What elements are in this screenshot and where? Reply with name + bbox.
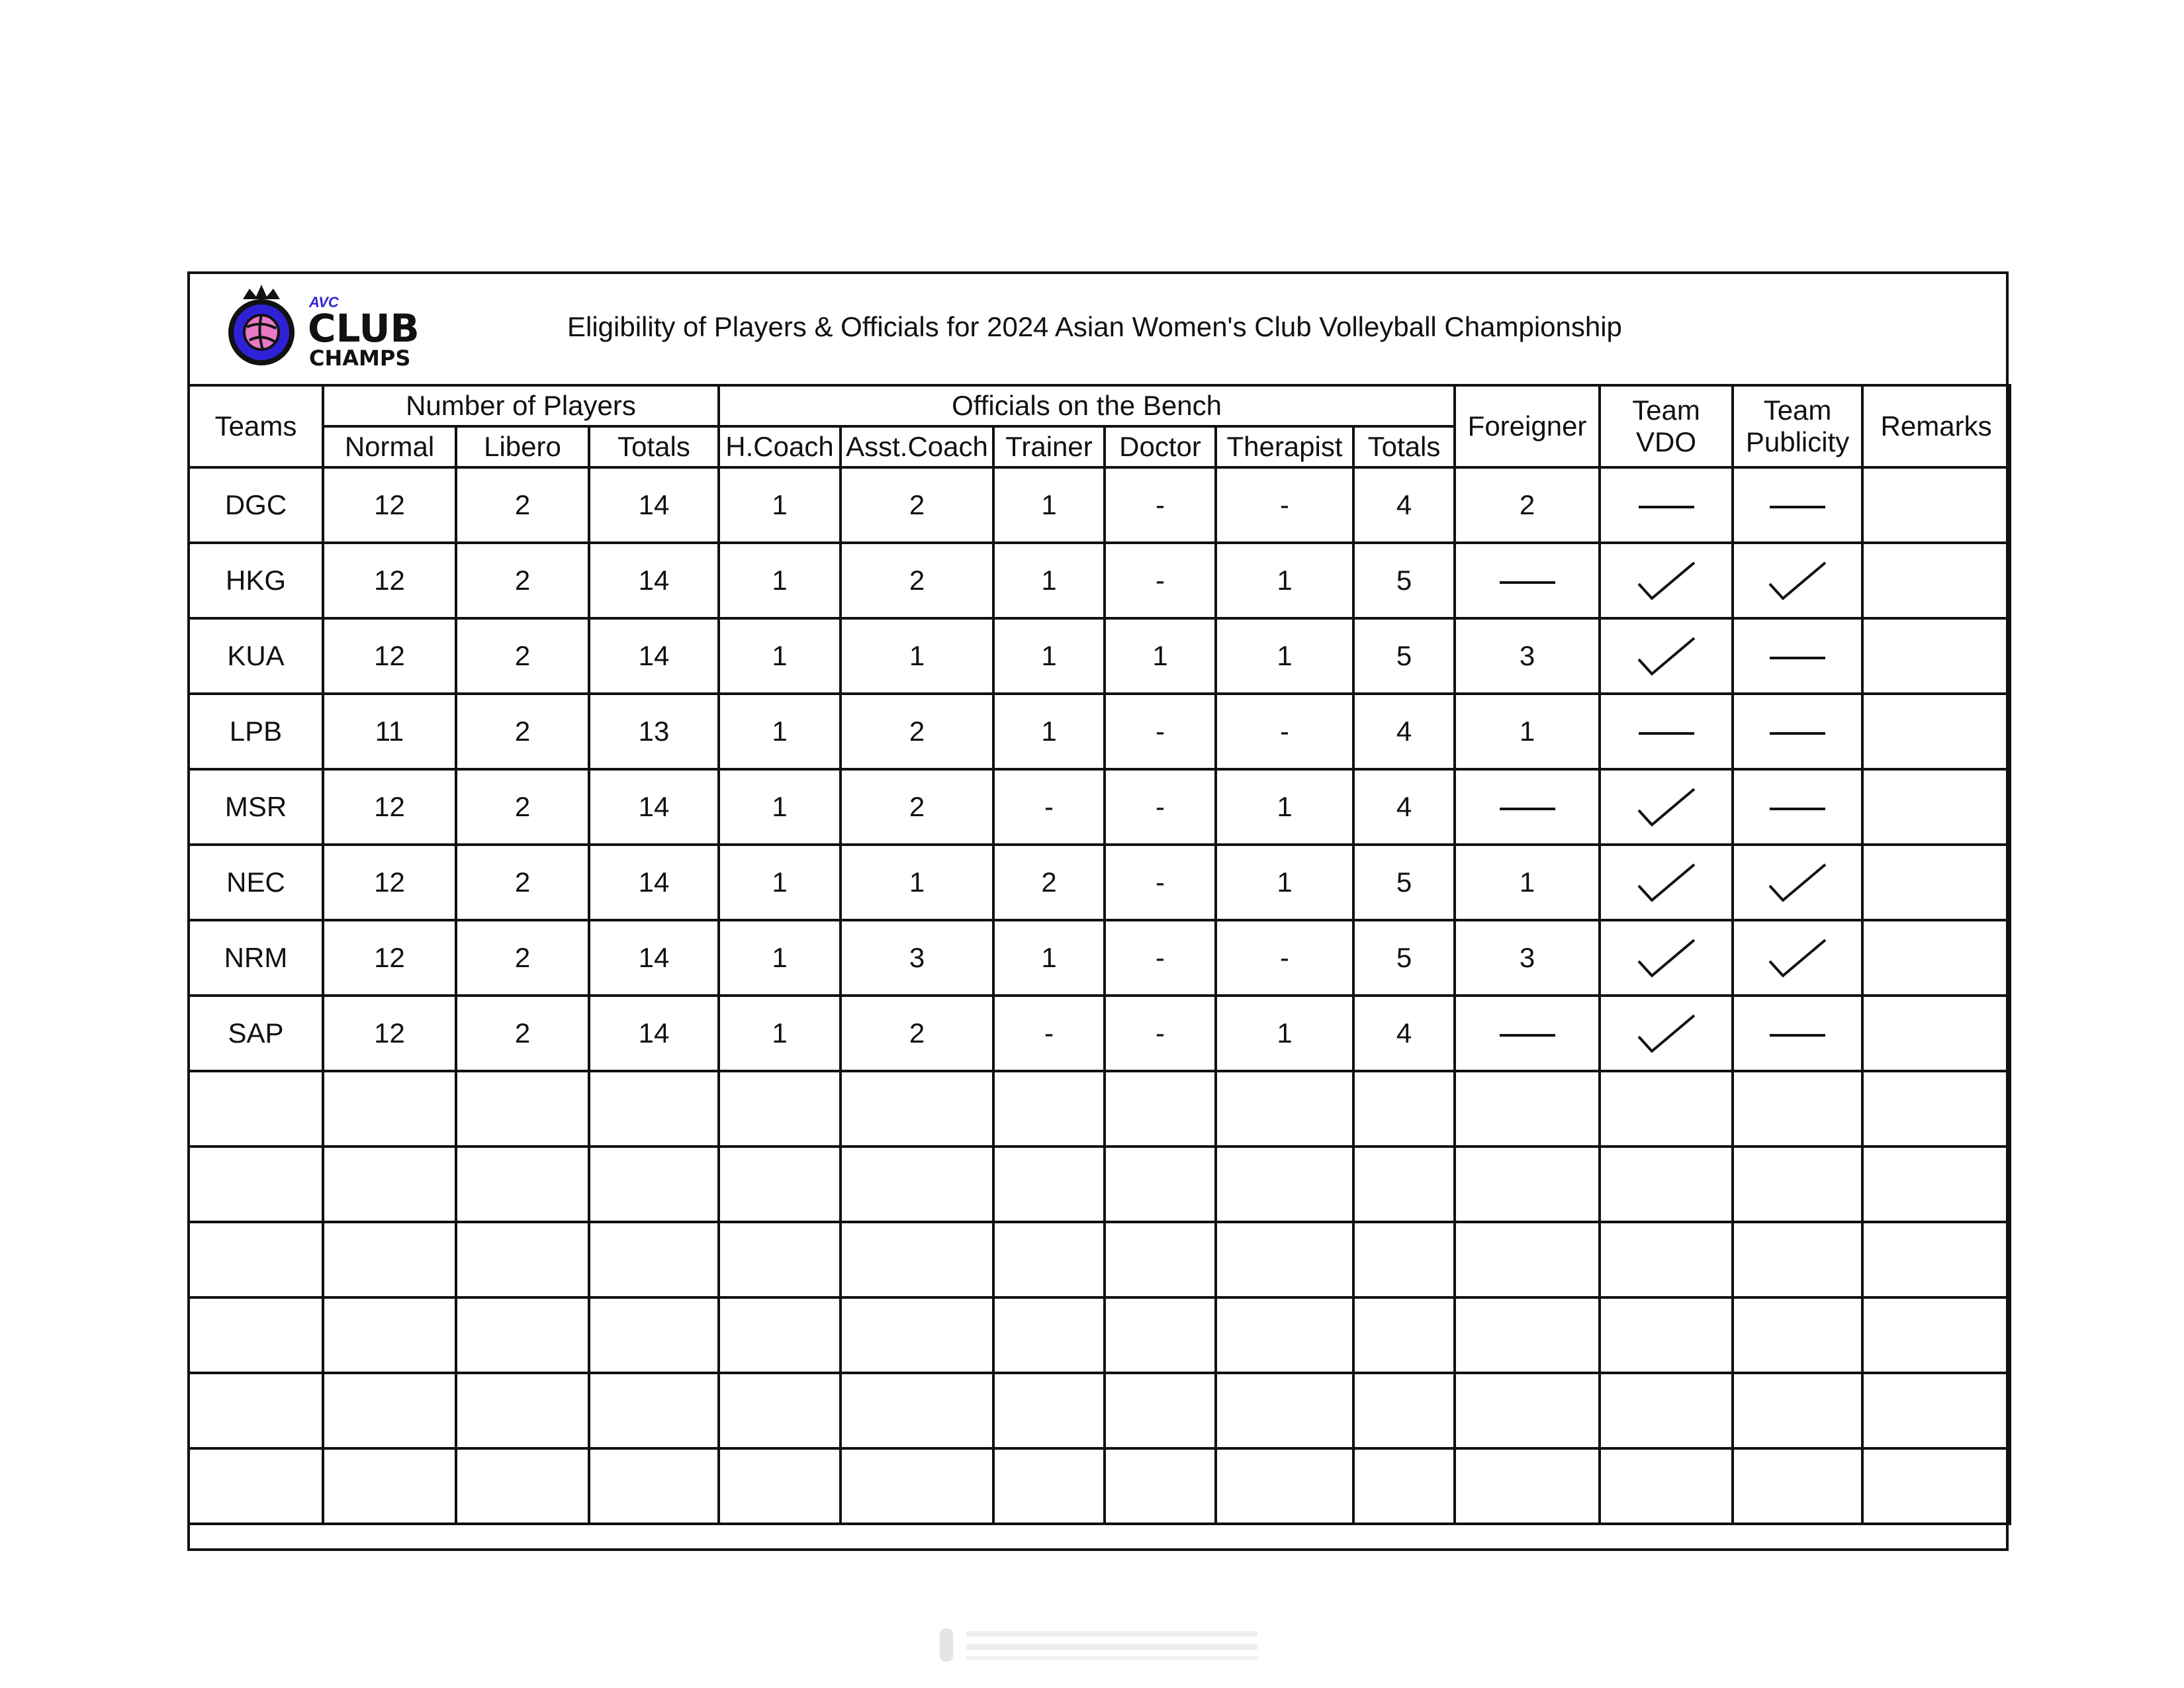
cell-libero	[456, 1147, 589, 1222]
cell-asst-coach	[841, 1373, 993, 1448]
col-team-vdo	[1600, 385, 1733, 467]
cell-libero	[456, 1297, 589, 1373]
cell-normal: 12	[323, 920, 456, 996]
cell-trainer: 2	[993, 845, 1105, 920]
cell-asst-coach: 2	[841, 769, 993, 845]
cell-officials-totals	[1353, 1373, 1455, 1448]
col-players-totals: Totals	[589, 426, 719, 467]
cell-normal: 12	[323, 769, 456, 845]
cell-players-totals	[589, 1147, 719, 1222]
cell-hcoach	[719, 1071, 841, 1147]
dash-mark-icon	[1770, 657, 1825, 659]
checkmark-icon	[1635, 1010, 1698, 1056]
cell-team: HKG	[189, 543, 323, 618]
cell-normal	[323, 1222, 456, 1297]
cell-normal	[323, 1373, 456, 1448]
cell-team: SAP	[189, 996, 323, 1071]
cell-asst-coach: 2	[841, 543, 993, 618]
cell-players-totals: 14	[589, 543, 719, 618]
cell-foreigner	[1455, 543, 1600, 618]
cell-hcoach	[719, 1222, 841, 1297]
cell-therapist	[1216, 1147, 1353, 1222]
cell-team: NRM	[189, 920, 323, 996]
table-row	[189, 845, 2010, 920]
cell-doctor	[1105, 1147, 1216, 1222]
dash-mark-icon	[1770, 732, 1825, 735]
footer-smudge	[927, 1622, 1284, 1668]
cell-doctor	[1105, 1448, 1216, 1524]
cell-trainer: 1	[993, 920, 1105, 996]
cell-foreigner	[1455, 1071, 1600, 1147]
cell-team	[189, 1297, 323, 1373]
cell-trainer: -	[993, 996, 1105, 1071]
cell-hcoach: 1	[719, 618, 841, 694]
cell-asst-coach: 1	[841, 618, 993, 694]
cell-hcoach	[719, 1147, 841, 1222]
cell-asst-coach: 1	[841, 845, 993, 920]
logo-small-text: AVC	[309, 294, 339, 310]
cell-remarks	[1862, 694, 2010, 769]
cell-remarks	[1862, 845, 2010, 920]
cell-libero: 2	[456, 920, 589, 996]
cell-therapist	[1216, 1448, 1353, 1524]
cell-doctor	[1105, 1222, 1216, 1297]
cell-normal	[323, 1448, 456, 1524]
cell-remarks	[1862, 1071, 2010, 1147]
eligibility-table	[187, 384, 2011, 1525]
cell-asst-coach: 2	[841, 694, 993, 769]
dash-mark-icon	[1639, 506, 1694, 508]
cell-normal: 12	[323, 845, 456, 920]
cell-foreigner	[1455, 1448, 1600, 1524]
cell-team-publicity	[1733, 920, 1862, 996]
cell-team-vdo	[1600, 1071, 1733, 1147]
cell-trainer	[993, 1448, 1105, 1524]
cell-trainer	[993, 1297, 1105, 1373]
cell-asst-coach: 3	[841, 920, 993, 996]
cell-remarks	[1862, 1147, 2010, 1222]
cell-trainer	[993, 1147, 1105, 1222]
checkmark-icon	[1766, 859, 1829, 906]
cell-libero: 2	[456, 996, 589, 1071]
cell-foreigner: 1	[1455, 845, 1600, 920]
cell-foreigner: 1	[1455, 694, 1600, 769]
cell-asst-coach	[841, 1448, 993, 1524]
cell-therapist	[1216, 1071, 1353, 1147]
cell-team-vdo	[1600, 1297, 1733, 1373]
cell-doctor: -	[1105, 769, 1216, 845]
cell-libero: 2	[456, 543, 589, 618]
cell-team-publicity	[1733, 1071, 1862, 1147]
dash-mark-icon	[1770, 506, 1825, 508]
checkmark-icon	[1635, 557, 1698, 604]
cell-hcoach: 1	[719, 996, 841, 1071]
cell-remarks	[1862, 618, 2010, 694]
col-hcoach: H.Coach	[719, 426, 841, 467]
cell-normal: 11	[323, 694, 456, 769]
cell-hcoach: 1	[719, 694, 841, 769]
cell-doctor: -	[1105, 543, 1216, 618]
table-row	[189, 1373, 2010, 1448]
logo-sub-text: CHAMPS	[309, 346, 411, 371]
cell-libero	[456, 1373, 589, 1448]
col-teams: Teams	[189, 385, 323, 467]
cell-players-totals: 14	[589, 769, 719, 845]
cell-players-totals: 14	[589, 467, 719, 543]
cell-hcoach	[719, 1448, 841, 1524]
cell-normal	[323, 1297, 456, 1373]
cell-therapist	[1216, 1222, 1353, 1297]
cell-therapist: -	[1216, 920, 1353, 996]
cell-normal: 12	[323, 543, 456, 618]
cell-asst-coach	[841, 1222, 993, 1297]
cell-players-totals	[589, 1373, 719, 1448]
cell-team-publicity	[1733, 1448, 1862, 1524]
cell-players-totals: 13	[589, 694, 719, 769]
cell-remarks	[1862, 1448, 2010, 1524]
cell-officials-totals: 5	[1353, 543, 1455, 618]
cell-officials-totals	[1353, 1222, 1455, 1297]
dash-mark-icon	[1770, 808, 1825, 810]
col-normal: Normal	[323, 426, 456, 467]
col-team-vdo-line1: Team	[1632, 395, 1700, 426]
cell-team-publicity	[1733, 467, 1862, 543]
cell-team-vdo	[1600, 845, 1733, 920]
col-officials-totals: Totals	[1353, 426, 1455, 467]
cell-team-publicity	[1733, 1222, 1862, 1297]
cell-team-publicity	[1733, 996, 1862, 1071]
col-trainer: Trainer	[993, 426, 1105, 467]
dash-mark-icon	[1770, 1034, 1825, 1037]
cell-trainer	[993, 1071, 1105, 1147]
dash-mark-icon	[1500, 581, 1555, 584]
cell-therapist: 1	[1216, 769, 1353, 845]
logo-main-text: CLUB	[308, 306, 420, 351]
cell-officials-totals: 4	[1353, 769, 1455, 845]
cell-doctor: -	[1105, 694, 1216, 769]
cell-foreigner	[1455, 1297, 1600, 1373]
cell-officials-totals: 5	[1353, 618, 1455, 694]
cell-officials-totals	[1353, 1071, 1455, 1147]
cell-therapist: 1	[1216, 845, 1353, 920]
cell-officials-totals: 4	[1353, 467, 1455, 543]
cell-hcoach: 1	[719, 920, 841, 996]
cell-team: KUA	[189, 618, 323, 694]
cell-officials-totals	[1353, 1147, 1455, 1222]
cell-hcoach: 1	[719, 543, 841, 618]
cell-team-publicity	[1733, 769, 1862, 845]
cell-remarks	[1862, 543, 2010, 618]
cell-asst-coach	[841, 1147, 993, 1222]
cell-officials-totals	[1353, 1297, 1455, 1373]
cell-team-vdo	[1600, 694, 1733, 769]
dash-mark-icon	[1500, 1034, 1555, 1037]
cell-trainer	[993, 1222, 1105, 1297]
col-remarks: Remarks	[1862, 385, 2010, 467]
cell-players-totals	[589, 1222, 719, 1297]
cell-officials-totals: 4	[1353, 996, 1455, 1071]
table-row	[189, 1222, 2010, 1297]
cell-doctor: -	[1105, 467, 1216, 543]
cell-libero	[456, 1222, 589, 1297]
cell-hcoach	[719, 1297, 841, 1373]
cell-asst-coach	[841, 1297, 993, 1373]
col-libero: Libero	[456, 426, 589, 467]
cell-team-publicity	[1733, 1297, 1862, 1373]
cell-foreigner	[1455, 996, 1600, 1071]
cell-team-vdo	[1600, 618, 1733, 694]
cell-doctor: 1	[1105, 618, 1216, 694]
cell-remarks	[1862, 769, 2010, 845]
cell-trainer: 1	[993, 543, 1105, 618]
table-row	[189, 1448, 2010, 1524]
col-doctor: Doctor	[1105, 426, 1216, 467]
cell-remarks	[1862, 920, 2010, 996]
cell-foreigner	[1455, 769, 1600, 845]
cell-officials-totals	[1353, 1448, 1455, 1524]
cell-asst-coach: 2	[841, 996, 993, 1071]
cell-therapist	[1216, 1297, 1353, 1373]
table-row	[189, 996, 2010, 1071]
cell-officials-totals: 5	[1353, 920, 1455, 996]
cell-therapist: -	[1216, 694, 1353, 769]
cell-hcoach	[719, 1373, 841, 1448]
table-body	[189, 467, 2010, 1524]
cell-team: NEC	[189, 845, 323, 920]
cell-remarks	[1862, 1222, 2010, 1297]
cell-team-publicity	[1733, 1147, 1862, 1222]
cell-therapist	[1216, 1373, 1353, 1448]
cell-therapist: 1	[1216, 996, 1353, 1071]
eligibility-sheet	[187, 271, 2009, 1551]
cell-remarks	[1862, 996, 2010, 1071]
checkmark-icon	[1635, 935, 1698, 981]
cell-team	[189, 1222, 323, 1297]
cell-team-publicity	[1733, 543, 1862, 618]
table-row	[189, 920, 2010, 996]
cell-libero: 2	[456, 467, 589, 543]
cell-therapist: -	[1216, 467, 1353, 543]
col-therapist: Therapist	[1216, 426, 1353, 467]
checkmark-icon	[1635, 859, 1698, 906]
col-asst-coach: Asst.Coach	[841, 426, 993, 467]
cell-team-publicity	[1733, 694, 1862, 769]
cell-normal: 12	[323, 618, 456, 694]
table-row	[189, 618, 2010, 694]
cell-trainer: 1	[993, 694, 1105, 769]
dash-mark-icon	[1500, 808, 1555, 810]
cell-foreigner	[1455, 1222, 1600, 1297]
cell-players-totals: 14	[589, 920, 719, 996]
cell-libero: 2	[456, 845, 589, 920]
table-row	[189, 467, 2010, 543]
cell-team: MSR	[189, 769, 323, 845]
cell-team: DGC	[189, 467, 323, 543]
cell-players-totals: 14	[589, 845, 719, 920]
cell-officials-totals: 4	[1353, 694, 1455, 769]
title-row	[190, 274, 2006, 387]
cell-team-publicity	[1733, 1373, 1862, 1448]
cell-team-vdo	[1600, 996, 1733, 1071]
cell-team-vdo	[1600, 920, 1733, 996]
cell-officials-totals: 5	[1353, 845, 1455, 920]
col-team-publicity-line2: Publicity	[1745, 426, 1850, 457]
cell-foreigner: 3	[1455, 920, 1600, 996]
cell-normal	[323, 1071, 456, 1147]
cell-normal	[323, 1147, 456, 1222]
cell-team-vdo	[1600, 1373, 1733, 1448]
cell-team	[189, 1071, 323, 1147]
cell-foreigner	[1455, 1373, 1600, 1448]
checkmark-icon	[1635, 633, 1698, 679]
cell-trainer	[993, 1373, 1105, 1448]
cell-players-totals	[589, 1297, 719, 1373]
checkmark-icon	[1766, 935, 1829, 981]
cell-doctor	[1105, 1373, 1216, 1448]
cell-trainer: 1	[993, 618, 1105, 694]
cell-team-publicity	[1733, 618, 1862, 694]
cell-hcoach: 1	[719, 845, 841, 920]
cell-players-totals	[589, 1071, 719, 1147]
cell-team	[189, 1448, 323, 1524]
col-team-publicity-line1: Team	[1763, 395, 1832, 426]
club-champs-logo	[223, 281, 422, 380]
cell-asst-coach	[841, 1071, 993, 1147]
cell-therapist: 1	[1216, 618, 1353, 694]
cell-remarks	[1862, 1297, 2010, 1373]
cell-hcoach: 1	[719, 467, 841, 543]
cell-foreigner	[1455, 1147, 1600, 1222]
col-group-officials: Officials on the Bench	[719, 385, 1455, 426]
cell-libero: 2	[456, 618, 589, 694]
cell-normal: 12	[323, 467, 456, 543]
cell-doctor: -	[1105, 920, 1216, 996]
col-group-players: Number of Players	[323, 385, 719, 426]
table-row	[189, 1297, 2010, 1373]
cell-doctor: -	[1105, 845, 1216, 920]
cell-libero	[456, 1071, 589, 1147]
cell-team-vdo	[1600, 1222, 1733, 1297]
cell-libero: 2	[456, 769, 589, 845]
cell-normal: 12	[323, 996, 456, 1071]
cell-team-vdo	[1600, 1448, 1733, 1524]
cell-trainer: 1	[993, 467, 1105, 543]
cell-players-totals: 14	[589, 996, 719, 1071]
cell-foreigner: 2	[1455, 467, 1600, 543]
cell-players-totals	[589, 1448, 719, 1524]
table-row	[189, 769, 2010, 845]
cell-doctor	[1105, 1297, 1216, 1373]
cell-foreigner: 3	[1455, 618, 1600, 694]
cell-team	[189, 1373, 323, 1448]
checkmark-icon	[1766, 557, 1829, 604]
cell-libero	[456, 1448, 589, 1524]
cell-trainer: -	[993, 769, 1105, 845]
cell-team: LPB	[189, 694, 323, 769]
cell-asst-coach: 2	[841, 467, 993, 543]
cell-libero: 2	[456, 694, 589, 769]
col-foreigner: Foreigner	[1455, 385, 1600, 467]
col-team-vdo-line2: VDO	[1636, 426, 1697, 457]
cell-doctor: -	[1105, 996, 1216, 1071]
page-title: Eligibility of Players & Officials for 2024 Asian Women's Club Volleyball Championship	[567, 311, 1622, 342]
table-row	[189, 1071, 2010, 1147]
cell-remarks	[1862, 1373, 2010, 1448]
cell-team	[189, 1147, 323, 1222]
table-row	[189, 694, 2010, 769]
cell-team-publicity	[1733, 845, 1862, 920]
table-row	[189, 1147, 2010, 1222]
cell-remarks	[1862, 467, 2010, 543]
checkmark-icon	[1635, 784, 1698, 830]
dash-mark-icon	[1639, 732, 1694, 735]
cell-doctor	[1105, 1071, 1216, 1147]
cell-hcoach: 1	[719, 769, 841, 845]
table-row	[189, 543, 2010, 618]
cell-team-vdo	[1600, 543, 1733, 618]
cell-team-vdo	[1600, 769, 1733, 845]
cell-team-vdo	[1600, 1147, 1733, 1222]
cell-team-vdo	[1600, 467, 1733, 543]
cell-therapist: 1	[1216, 543, 1353, 618]
cell-players-totals: 14	[589, 618, 719, 694]
col-team-publicity	[1733, 385, 1862, 467]
